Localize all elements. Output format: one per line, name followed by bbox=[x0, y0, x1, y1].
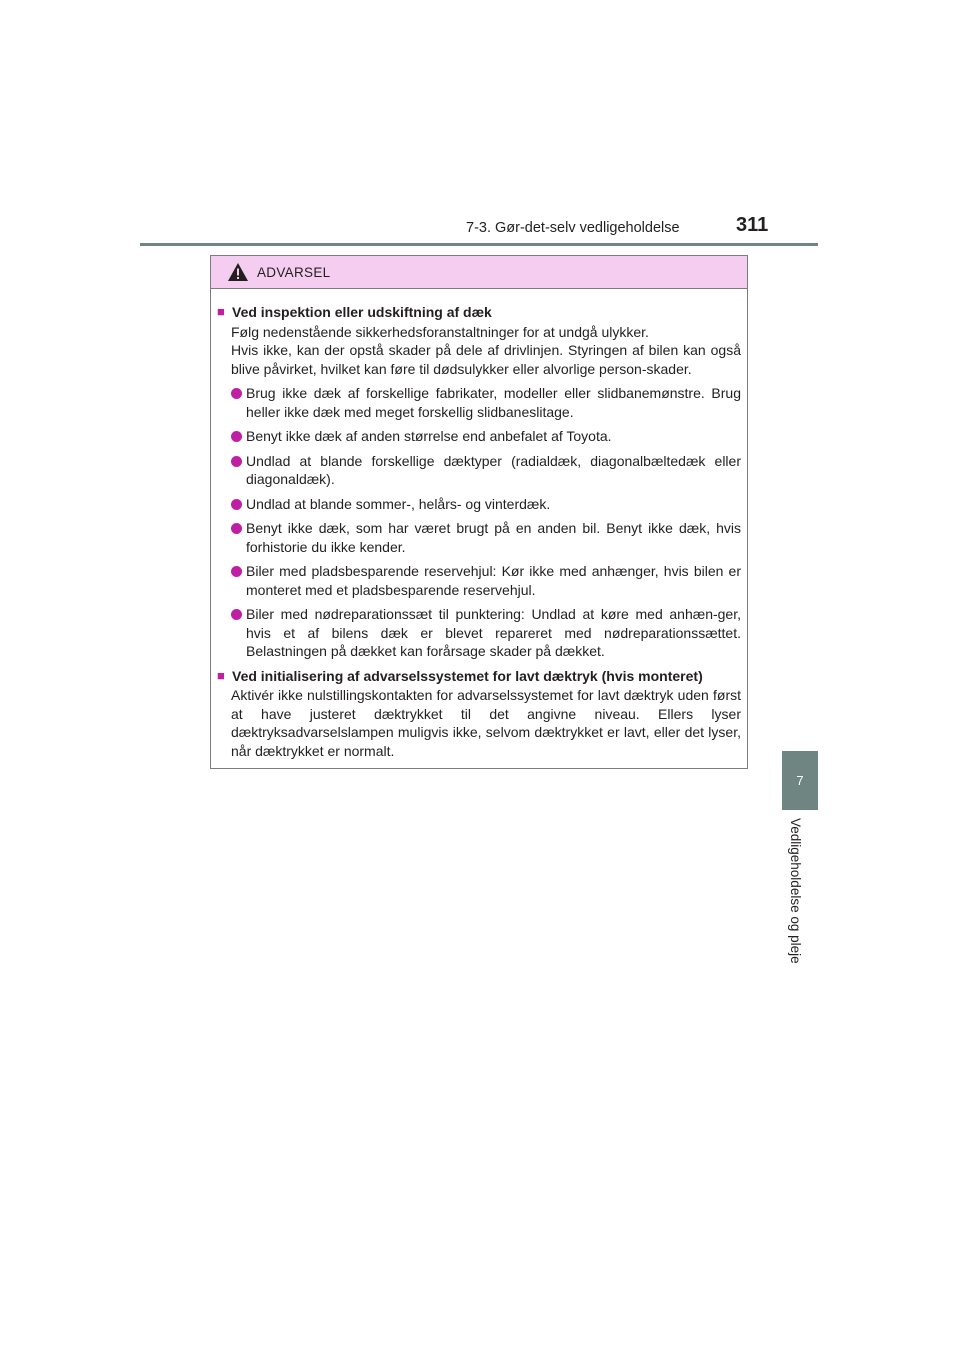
section-heading-tpms-initialization bbox=[217, 667, 741, 686]
round-bullet-icon bbox=[231, 566, 242, 577]
running-header-section: 7-3. Gør-det-selv vedligeholdelse bbox=[466, 220, 680, 236]
chapter-tab-number: 7 bbox=[782, 751, 818, 810]
round-bullet-icon bbox=[231, 499, 242, 510]
round-bullet-icon bbox=[231, 431, 242, 442]
warning-box bbox=[210, 255, 748, 769]
section-heading-text: Ved initialisering af advarselssystemet for lavt dæktryk (hvis monteret) bbox=[232, 667, 703, 684]
tpms-paragraph: Aktivér ikke nulstillingskontakten for advarselssystemet for lavt dæktryk uden først at have justeret dæktrykket til det angivne niveau. Ellers lyser dæktryksadvarselslampen muligvis ikke, selvom dæktrykket er lavt, eller det lyser, når dæktrykket er normalt. bbox=[231, 687, 741, 759]
list-item: Benyt ikke dæk, som har været brugt på en anden bil. Benyt ikke dæk, hvis forhistorie du ikke kender. bbox=[231, 519, 741, 556]
intro-paragraph: Hvis ikke, kan der opstå skader på dele af drivlinjen. Styringen af bilen kan også blive påvirket, hvilket kan føre til dødsulykker eller alvorlige person-skader. bbox=[231, 342, 741, 377]
round-bullet-icon bbox=[231, 609, 242, 620]
square-bullet-icon: ■ bbox=[217, 304, 225, 319]
intro-paragraph: Følg nedenstående sikkerhedsforanstaltninger for at undgå ulykker. bbox=[231, 323, 649, 340]
section-heading-tire-inspection bbox=[217, 303, 741, 322]
precaution-list bbox=[217, 384, 741, 661]
round-bullet-icon bbox=[231, 388, 242, 399]
round-bullet-icon bbox=[231, 523, 242, 534]
warning-title: ADVARSEL bbox=[257, 264, 331, 280]
warning-header bbox=[211, 256, 747, 289]
square-bullet-icon: ■ bbox=[217, 667, 225, 683]
round-bullet-icon bbox=[231, 456, 242, 467]
list-item: Brug ikke dæk af forskellige fabrikater, modeller eller slidbanemønstre. Brug heller ikke dæk med meget forskellig slidbaneslitage. bbox=[231, 384, 741, 421]
list-item: Biler med pladsbesparende reservehjul: Kør ikke med anhænger, hvis bilen er monteret med et pladsbesparende reservehjul. bbox=[231, 562, 741, 599]
list-item: Benyt ikke dæk af anden størrelse end anbefalet af Toyota. bbox=[231, 427, 741, 446]
warning-body bbox=[211, 289, 747, 760]
section-heading-text: Ved inspektion eller udskiftning af dæk bbox=[232, 304, 492, 320]
header-rule bbox=[140, 243, 818, 246]
warning-triangle-icon bbox=[227, 262, 249, 282]
list-item: Undlad at blande sommer-, helårs- og vinterdæk. bbox=[231, 495, 741, 514]
list-item: Undlad at blande forskellige dæktyper (radialdæk, diagonalbæltedæk eller diagonaldæk). bbox=[231, 452, 741, 489]
list-item: Biler med nødreparationssæt til punktering: Undlad at køre med anhæn-ger, hvis et af bilens dæk er blevet repareret med nødreparationssættet. Belastningen på dækket kan forårsage skader på dækket. bbox=[231, 605, 741, 661]
page-number: 311 bbox=[736, 214, 769, 236]
chapter-tab-label: Vedligeholdelse og pleje bbox=[788, 818, 803, 964]
